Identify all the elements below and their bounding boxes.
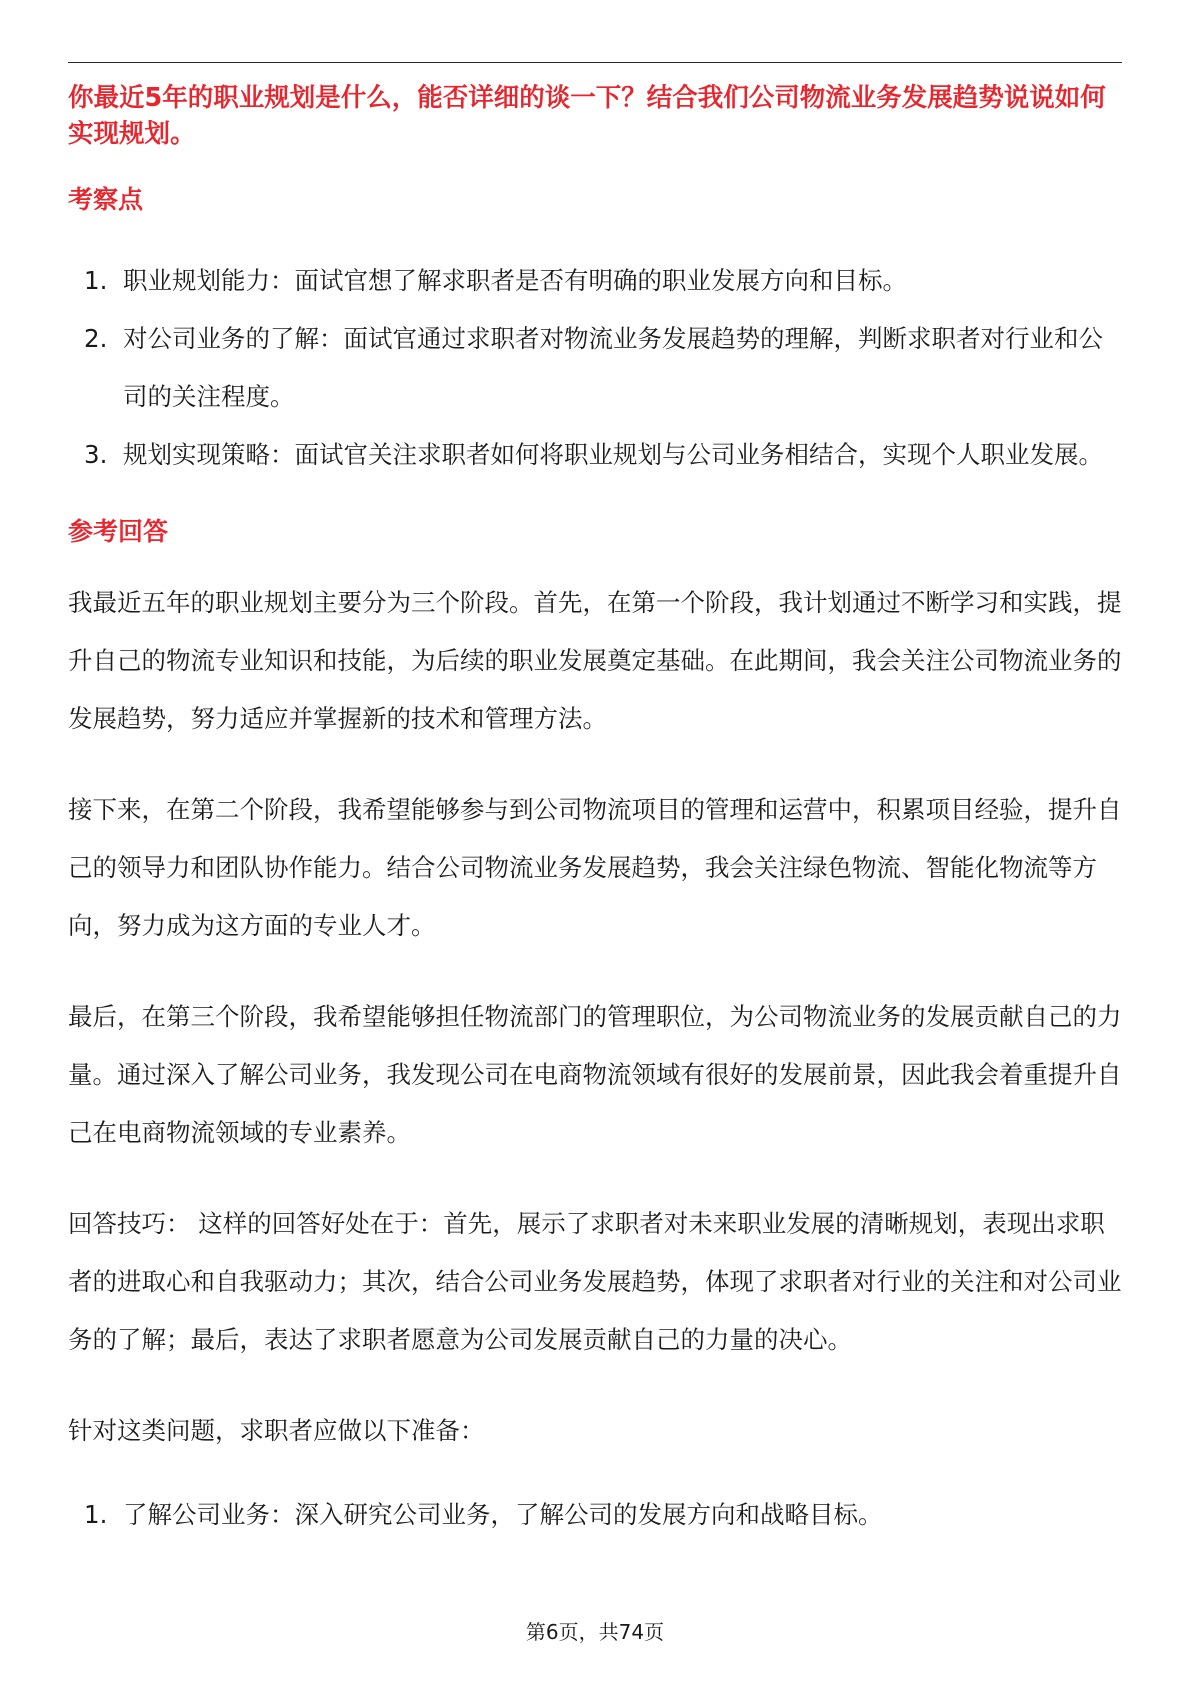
list-item (68, 252, 1122, 310)
list-item (68, 1486, 1122, 1544)
list-number: 1. (84, 266, 108, 295)
question-title: 你最近5年的职业规划是什么，能否详细的谈一下？结合我们公司物流业务发展趋势说说如何实现规划。 (68, 83, 1106, 149)
list-number: 2. (84, 324, 108, 353)
answer-paragraph: 最后，在第三个阶段，我希望能够担任物流部门的管理职位，为公司物流业务的发展贡献自己的力量。通过深入了解公司业务，我发现公司在电商物流领域有很好的发展前景，因此我会着重提升自己在电商物流领域的专业素养。 (68, 1002, 1122, 1147)
points-heading: 考察点 (68, 185, 144, 214)
answer-paragraph: 我最近五年的职业规划主要分为三个阶段。首先，在第一个阶段，我计划通过不断学习和实践，提升自己的物流专业知识和技能，为后续的职业发展奠定基础。在此期间，我会关注公司物流业务的发展趋势，努力适应并掌握新的技术和管理方法。 (68, 588, 1122, 733)
prep-list (68, 1486, 1122, 1544)
page-footer: 第6页，共74页 (525, 1620, 665, 1644)
list-number: 3. (84, 440, 108, 469)
list-text: 职业规划能力：面试官想了解求职者是否有明确的职业发展方向和目标。 (123, 266, 907, 295)
list-text: 了解公司业务：深入研究公司业务，了解公司的发展方向和战略目标。 (123, 1500, 883, 1529)
prep-intro: 针对这类问题，求职者应做以下准备： (68, 1416, 485, 1445)
list-text: 规划实现策略：面试官关注求职者如何将职业规划与公司业务相结合，实现个人职业发展。 (123, 440, 1103, 469)
answer-paragraph: 接下来，在第二个阶段，我希望能够参与到公司物流项目的管理和运营中，积累项目经验，提升自己的领导力和团队协作能力。结合公司物流业务发展趋势，我会关注绿色物流、智能化物流等方向，努力成为这方面的专业人才。 (68, 795, 1122, 940)
list-number: 1. (84, 1500, 108, 1529)
list-item (68, 310, 1122, 426)
tips-paragraph: 回答技巧： 这样的回答好处在于：首先，展示了求职者对未来职业发展的清晰规划，表现出求职者的进取心和自我驱动力；其次，结合公司业务发展趋势，体现了求职者对行业的关注和对公司业务的了解；最后，表达了求职者愿意为公司发展贡献自己的力量的决心。 (68, 1209, 1122, 1354)
list-text: 对公司业务的了解：面试官通过求职者对物流业务发展趋势的理解，判断求职者对行业和公司的关注程度。 (123, 324, 1103, 411)
points-list (68, 252, 1122, 484)
content-area (68, 80, 1122, 1544)
answer-heading: 参考回答 (68, 517, 169, 546)
list-item (68, 426, 1122, 484)
header-rule (68, 62, 1122, 63)
